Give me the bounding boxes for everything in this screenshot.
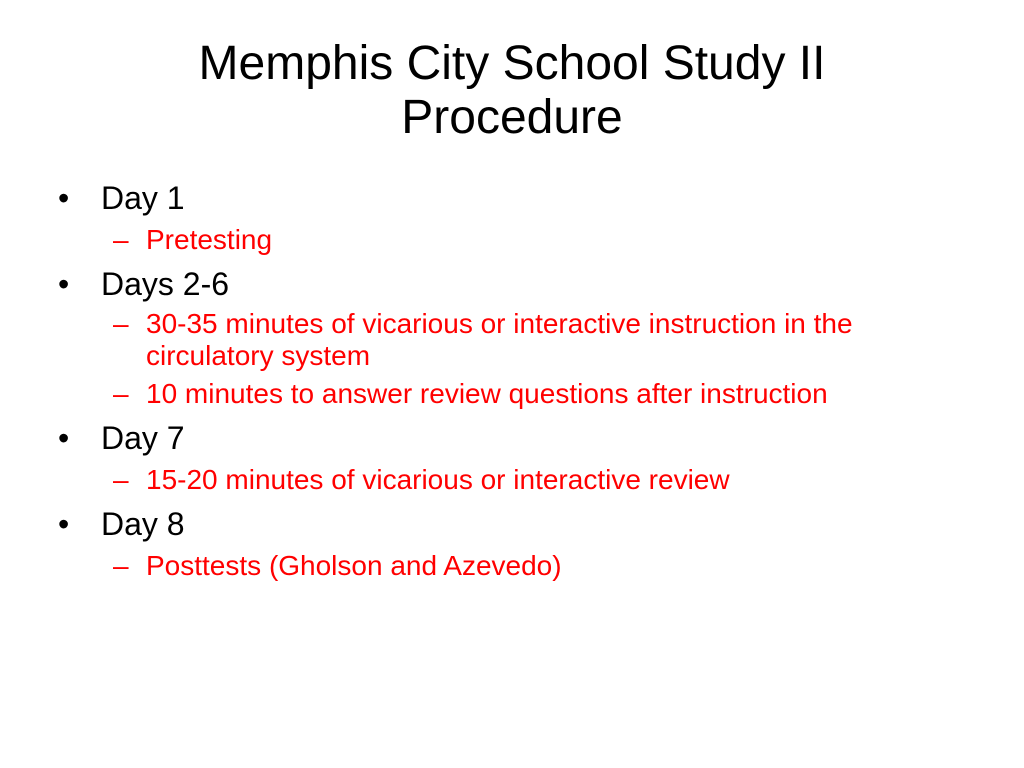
bullet-label: Days 2-6 — [101, 266, 230, 302]
subbullet-text: Posttests (Gholson and Azevedo) — [146, 550, 562, 581]
subbullet-instruction — [58, 308, 978, 372]
dash-icon: – — [113, 464, 129, 495]
bullet-list — [58, 178, 978, 590]
subbullet-text: 30-35 minutes of vicarious or interactive instruction in the circulatory system — [146, 308, 853, 371]
slide-title — [0, 37, 1024, 145]
bullet-icon: • — [58, 266, 70, 302]
slide-title-line-1: Memphis City School Study II — [198, 37, 826, 90]
bullet-label: Day 1 — [101, 180, 185, 216]
subbullet-pretesting — [58, 224, 978, 256]
subbullet-review-questions — [58, 378, 978, 410]
bullet-icon: • — [58, 180, 70, 216]
bullet-label: Day 7 — [101, 420, 185, 456]
subbullet-text: 10 minutes to answer review questions after instruction — [146, 378, 828, 409]
bullet-item-days-2-6 — [58, 264, 978, 304]
bullet-item-day-8 — [58, 504, 978, 544]
subbullet-text: Pretesting — [146, 224, 273, 255]
bullet-item-day-7 — [58, 418, 978, 458]
subbullet-review — [58, 464, 978, 496]
dash-icon: – — [113, 308, 129, 339]
dash-icon: – — [113, 224, 129, 255]
subbullet-posttests — [58, 550, 978, 582]
dash-icon: – — [113, 550, 129, 581]
bullet-icon: • — [58, 420, 70, 456]
slide-title-line-2: Procedure — [401, 91, 623, 144]
bullet-icon: • — [58, 506, 70, 542]
bullet-label: Day 8 — [101, 506, 185, 542]
bullet-item-day-1 — [58, 178, 978, 218]
subbullet-text: 15-20 minutes of vicarious or interactive review — [146, 464, 730, 495]
dash-icon: – — [113, 378, 129, 409]
